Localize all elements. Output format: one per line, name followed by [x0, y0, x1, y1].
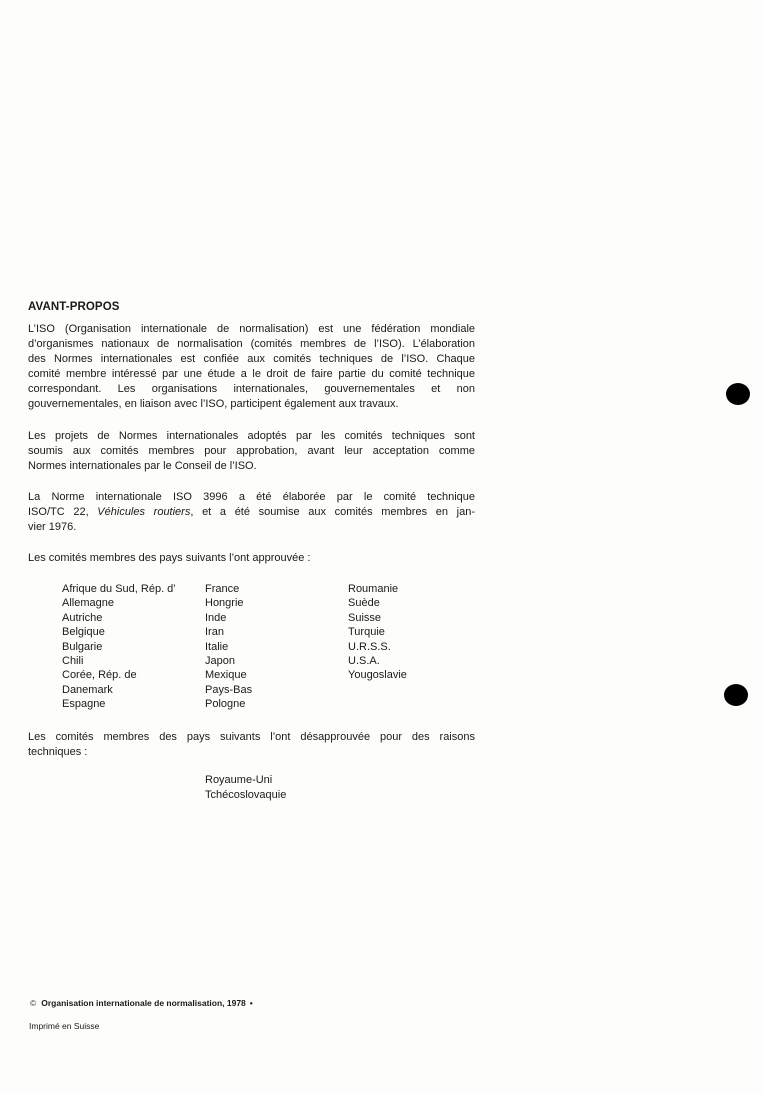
- country-item: Roumanie: [348, 583, 399, 595]
- country-item: Tchécoslovaquie: [205, 789, 287, 801]
- country-item: Belgique: [62, 626, 105, 639]
- approval-process-paragraph: [28, 429, 475, 474]
- text-line: Normes internationales par le Conseil de l’ISO.: [28, 460, 257, 472]
- country-item: Mexique: [205, 669, 247, 682]
- country-item: Chili: [62, 655, 84, 668]
- country-item: Inde: [205, 611, 227, 624]
- bullet-icon: •: [249, 998, 253, 1008]
- text-line: comité membre intéressé par une étude a le droit de faire partie du comité technique: [28, 368, 475, 380]
- copyright-icon: ©: [30, 998, 37, 1008]
- country-item: France: [205, 583, 240, 595]
- text-line: L’ISO (Organisation internationale de normalisation) est une fédération mondiale: [28, 323, 475, 335]
- text-line: gouvernementales, en liaison avec l’ISO, participent également aux travaux.: [28, 398, 399, 410]
- text-line: techniques :: [28, 746, 88, 758]
- country-item: Turquie: [348, 626, 385, 639]
- country-item: Bulgarie: [62, 640, 103, 653]
- country-item: Suède: [348, 597, 380, 610]
- country-item: Corée, Rép. de: [62, 669, 137, 682]
- text-line: La Norme internationale ISO 3996 a été élaborée par le comité technique: [28, 491, 475, 503]
- disapproving-countries: [205, 773, 286, 803]
- committee-title: Véhicules routiers: [97, 506, 191, 518]
- text-line: correspondant. Les organisations internationales, gouvernementales et non: [28, 383, 475, 395]
- text-segment: , et a été soumise aux comités membres en jan-: [190, 506, 475, 518]
- text-line: Les comités membres des pays suivants l’ont approuvée :: [28, 552, 311, 564]
- text-line: soumis aux comités membres pour approbation, avant leur acceptation comme: [28, 445, 475, 457]
- approving-countries-column-2: [205, 582, 252, 712]
- country-item: Pays-Bas: [205, 683, 253, 696]
- country-item: Afrique du Sud, Rép. d’: [62, 583, 176, 595]
- country-item: Pologne: [205, 698, 246, 711]
- text-line: des Normes internationales est confiée aux comités techniques de l’ISO. Chaque: [28, 353, 475, 365]
- copyright-notice: [30, 998, 253, 1008]
- text-line: d’organismes nationaux de normalisation (comités membres de l’ISO). L’élaboration: [28, 338, 475, 350]
- printed-in-notice: Imprimé en Suisse: [29, 1021, 100, 1031]
- country-item: U.S.A.: [348, 655, 380, 668]
- country-item: Italie: [205, 640, 229, 653]
- intro-paragraph: [28, 322, 475, 412]
- country-item: Royaume-Uni: [205, 774, 273, 786]
- punch-hole-icon: [726, 383, 750, 405]
- country-item: U.R.S.S.: [348, 640, 391, 653]
- section-heading: AVANT-PROPOS: [28, 301, 120, 313]
- approving-countries-column-3: [348, 582, 407, 683]
- text-line: [28, 505, 475, 520]
- country-item: Danemark: [62, 683, 113, 696]
- copyright-text: Organisation internationale de normalisation, 1978: [41, 998, 246, 1008]
- country-item: Espagne: [62, 698, 106, 711]
- country-item: Yougoslavie: [348, 669, 407, 682]
- standard-origin-paragraph: [28, 490, 475, 535]
- text-line: vier 1976.: [28, 521, 77, 533]
- approving-countries-column-1: [62, 582, 176, 712]
- text-line: Les projets de Normes internationales adoptés par les comités techniques sont: [28, 430, 475, 442]
- punch-hole-icon: [724, 684, 748, 706]
- country-item: Japon: [205, 655, 235, 668]
- text-line: Les comités membres des pays suivants l’ont désapprouvée pour des raisons: [28, 731, 475, 743]
- country-item: Autriche: [62, 611, 103, 624]
- country-item: Hongrie: [205, 597, 244, 610]
- country-item: Allemagne: [62, 597, 114, 610]
- disapproval-intro: [28, 730, 475, 760]
- text-segment: ISO/TC 22,: [28, 506, 98, 518]
- approval-intro: [28, 551, 475, 566]
- country-item: Suisse: [348, 611, 382, 624]
- country-item: Iran: [205, 626, 224, 639]
